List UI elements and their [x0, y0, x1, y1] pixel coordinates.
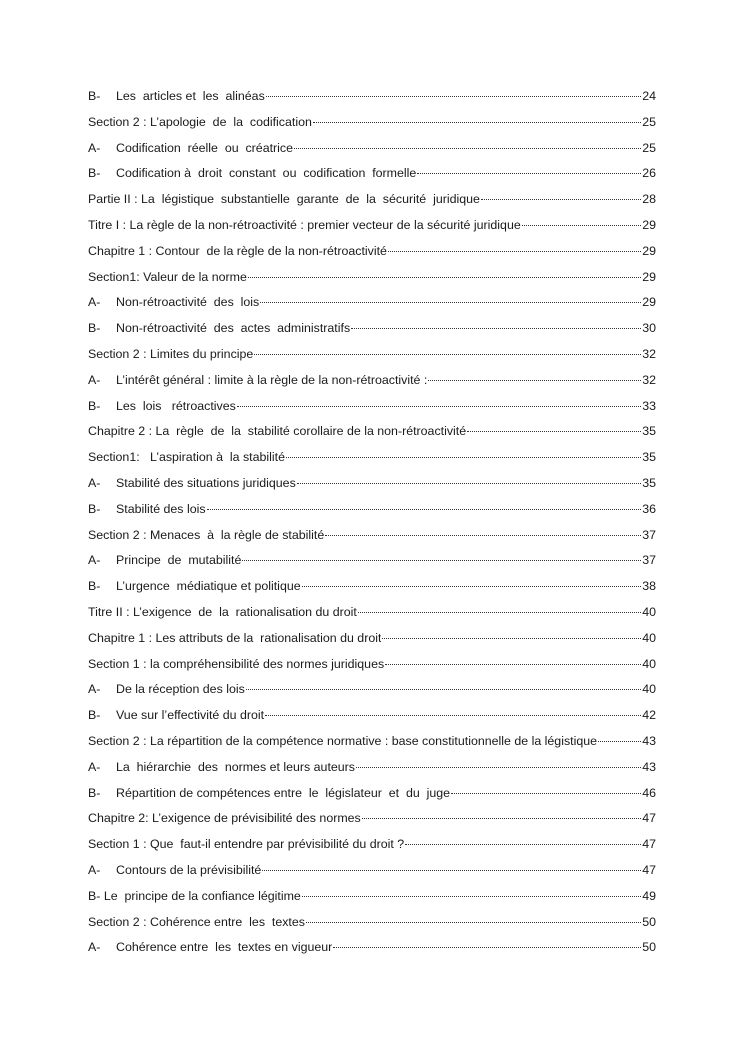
toc-entry: [88, 705, 656, 731]
toc-entry-title: Section 2 : Cohérence entre les textes: [88, 914, 305, 929]
toc-entry-title: Section1: L’aspiration à la stabilité: [88, 450, 285, 465]
toc-dot-leader: [417, 173, 641, 174]
toc-entry-title: Section 2 : L’apologie de la codification: [88, 114, 312, 129]
toc-entry-page-number: 25: [642, 114, 656, 129]
toc-entry-prefix: B-: [88, 708, 101, 723]
toc-entry-page-number: 43: [642, 759, 656, 774]
toc-entry: [88, 447, 656, 473]
toc-dot-leader: [294, 148, 641, 149]
toc-dot-leader: [242, 560, 641, 561]
toc-dot-leader: [481, 199, 641, 200]
toc-entry: [88, 86, 656, 112]
toc-dot-leader: [260, 302, 641, 303]
toc-dot-leader: [302, 896, 641, 897]
toc-entry-title: La hiérarchie des normes et leurs auteurs: [116, 759, 355, 774]
toc-entry: [88, 525, 656, 551]
toc-entry-page-number: 29: [642, 269, 656, 284]
toc-dot-leader: [246, 689, 641, 690]
toc-entry-prefix: B-: [88, 501, 101, 516]
toc-entry: [88, 112, 656, 138]
toc-entry-prefix: A-: [88, 372, 101, 387]
toc-entry-page-number: 37: [642, 527, 656, 542]
toc-entry-prefix: B-: [88, 398, 101, 413]
toc-entry-page-number: 29: [642, 295, 656, 310]
toc-entry-page-number: 36: [642, 501, 656, 516]
toc-entry: [88, 138, 656, 164]
toc-dot-leader: [262, 870, 641, 871]
toc-entry: [88, 241, 656, 267]
toc-entry-prefix: A-: [88, 940, 101, 955]
toc-entry-page-number: 47: [642, 811, 656, 826]
toc-entry-title: Stabilité des lois: [116, 501, 206, 516]
toc-entry-title: Les lois rétroactives: [116, 398, 236, 413]
toc-entry: [88, 731, 656, 757]
toc-dot-leader: [388, 251, 641, 252]
toc-entry-page-number: 37: [642, 553, 656, 568]
toc-dot-leader: [297, 483, 641, 484]
toc-entry-prefix: B-: [88, 785, 101, 800]
toc-entry: [88, 628, 656, 654]
toc-dot-leader: [207, 509, 642, 510]
toc-entry-title: Titre I : La règle de la non-rétroactivité : premier vecteur de la sécurité juridique: [88, 217, 521, 232]
toc-entry-page-number: 25: [642, 140, 656, 155]
toc-dot-leader: [325, 535, 641, 536]
toc-entry: [88, 215, 656, 241]
toc-entry: [88, 396, 656, 422]
toc-entry: [88, 783, 656, 809]
toc-entry-title: Principe de mutabilité: [116, 553, 242, 568]
toc-entry: [88, 499, 656, 525]
toc-entry-page-number: 35: [642, 475, 656, 490]
toc-dot-leader: [467, 431, 641, 432]
toc-entry-page-number: 47: [642, 862, 656, 877]
toc-entry: [88, 267, 656, 293]
toc-dot-leader: [351, 328, 641, 329]
toc-entry-page-number: 50: [642, 914, 656, 929]
toc-entry: [88, 292, 656, 318]
toc-entry-prefix: B-: [88, 321, 101, 336]
toc-entry-page-number: 35: [642, 450, 656, 465]
toc-entry-page-number: 47: [642, 837, 656, 852]
toc-entry-title: Cohérence entre les textes en vigueur: [116, 940, 333, 955]
toc-dot-leader: [286, 457, 641, 458]
toc-entry-page-number: 50: [642, 940, 656, 955]
toc-dot-leader: [265, 715, 641, 716]
toc-entry-title: Vue sur l’effectivité du droit: [116, 708, 265, 723]
toc-dot-leader: [382, 638, 641, 639]
toc-entry-title: Répartition de compétences entre le législateur et du juge: [116, 785, 451, 800]
toc-entry: [88, 576, 656, 602]
toc-entry-page-number: 38: [642, 579, 656, 594]
toc-entry: [88, 318, 656, 344]
toc-dot-leader: [358, 612, 641, 613]
toc-entry-prefix: A-: [88, 140, 101, 155]
toc-entry: [88, 679, 656, 705]
toc-entry-title: Non-rétroactivité des actes administratifs: [116, 321, 351, 336]
toc-dot-leader: [428, 380, 641, 381]
toc-dot-leader: [302, 586, 642, 587]
toc-entry-title: Section 1 : la compréhensibilité des normes juridiques: [88, 656, 385, 671]
toc-dot-leader: [248, 277, 641, 278]
toc-entry-title: Titre II : L’exigence de la rationalisation du droit: [88, 604, 357, 619]
toc-entry-prefix: A-: [88, 295, 101, 310]
toc-entry-page-number: 28: [642, 192, 656, 207]
toc-entry-prefix: B-: [88, 579, 101, 594]
toc-entry-title: Contours de la prévisibilité: [116, 862, 262, 877]
toc-dot-leader: [385, 664, 641, 665]
toc-entry-title: Section 1 : Que faut-il entendre par prévisibilité du droit ?: [88, 837, 405, 852]
toc-entry-title: Codification à droit constant ou codification formelle: [116, 166, 417, 181]
toc-entry: [88, 860, 656, 886]
toc-entry-title: Stabilité des situations juridiques: [116, 475, 296, 490]
toc-entry: [88, 421, 656, 447]
toc-entry-title: B- Le principe de la confiance légitime: [88, 888, 301, 903]
toc-entry-prefix: B-: [88, 89, 101, 103]
toc-entry-page-number: 42: [642, 708, 656, 723]
toc-entry-title: Chapitre 2 : La règle de la stabilité corollaire de la non-rétroactivité: [88, 424, 467, 439]
toc-entry: [88, 886, 656, 912]
toc-entry: [88, 937, 656, 963]
toc-entry-prefix: A-: [88, 759, 101, 774]
toc-entry-page-number: 40: [642, 656, 656, 671]
toc-dot-leader: [266, 96, 641, 97]
toc-entry: [88, 602, 656, 628]
toc-entry-prefix: A-: [88, 862, 101, 877]
toc-entry-page-number: 33: [642, 398, 656, 413]
toc-entry-page-number: 35: [642, 424, 656, 439]
toc-entry-page-number: 43: [642, 733, 656, 748]
toc-entry: [88, 189, 656, 215]
toc-entry-prefix: B-: [88, 166, 101, 181]
toc-entry: [88, 757, 656, 783]
toc-entry-title: Section 2 : Menaces à la règle de stabilité: [88, 527, 325, 542]
toc-entry: [88, 473, 656, 499]
toc-dot-leader: [306, 922, 641, 923]
toc-entry-page-number: 32: [642, 346, 656, 361]
toc-dot-leader: [598, 741, 641, 742]
toc-entry-title: L’intérêt général : limite à la règle de la non-rétroactivité :: [116, 372, 428, 387]
toc-entry-title: Partie II : La légistique substantielle garante de la sécurité juridique: [88, 192, 480, 207]
toc-entry-page-number: 46: [642, 785, 656, 800]
toc-entry-page-number: 40: [642, 682, 656, 697]
toc-entry-page-number: 40: [642, 604, 656, 619]
toc-dot-leader: [254, 354, 641, 355]
toc-dot-leader: [237, 406, 641, 407]
toc-entry: [88, 654, 656, 680]
toc-entry-title: De la réception des lois: [116, 682, 245, 697]
toc-entry-title: L’urgence médiatique et politique: [116, 579, 301, 594]
toc-entry-title: Section 2 : Limites du principe: [88, 346, 254, 361]
toc-entry-prefix: A-: [88, 475, 101, 490]
toc-entry-page-number: 32: [642, 372, 656, 387]
toc-dot-leader: [451, 793, 641, 794]
toc-entry-page-number: 40: [642, 630, 656, 645]
toc-entry: [88, 370, 656, 396]
toc-entry-page-number: 29: [642, 217, 656, 232]
toc-entry: [88, 550, 656, 576]
toc-entry-page-number: 49: [642, 888, 656, 903]
toc-entry-title: Non-rétroactivité des lois: [116, 295, 260, 310]
toc-entry-title: Chapitre 1 : Les attributs de la rationalisation du droit: [88, 630, 382, 645]
toc-entry: [88, 344, 656, 370]
toc-entry: [88, 808, 656, 834]
toc-entry-page-number: 24: [642, 89, 656, 103]
toc-dot-leader: [356, 767, 641, 768]
toc-entry-title: Chapitre 2: L’exigence de prévisibilité des normes: [88, 811, 361, 826]
toc-dot-leader: [313, 122, 641, 123]
toc-dot-leader: [405, 844, 641, 845]
toc-entry-prefix: A-: [88, 553, 101, 568]
toc-entry-title: Section1: Valeur de la norme: [88, 269, 247, 284]
toc-entry-title: Chapitre 1 : Contour de la règle de la non-rétroactivité: [88, 243, 387, 258]
toc-dot-leader: [362, 818, 641, 819]
toc-entry-title: Section 2 : La répartition de la compétence normative : base constitutionnelle de la légistique: [88, 733, 598, 748]
toc-dot-leader: [522, 225, 641, 226]
table-of-contents: [88, 86, 656, 963]
toc-dot-leader: [333, 947, 641, 948]
toc-entry-title: Les articles et les alinéas: [116, 89, 265, 103]
toc-entry: [88, 912, 656, 938]
toc-entry-page-number: 30: [642, 321, 656, 336]
toc-entry: [88, 163, 656, 189]
toc-entry-page-number: 26: [642, 166, 656, 181]
toc-entry-prefix: A-: [88, 682, 101, 697]
toc-entry-page-number: 29: [642, 243, 656, 258]
toc-entry: [88, 834, 656, 860]
toc-entry-title: Codification réelle ou créatrice: [116, 140, 293, 155]
